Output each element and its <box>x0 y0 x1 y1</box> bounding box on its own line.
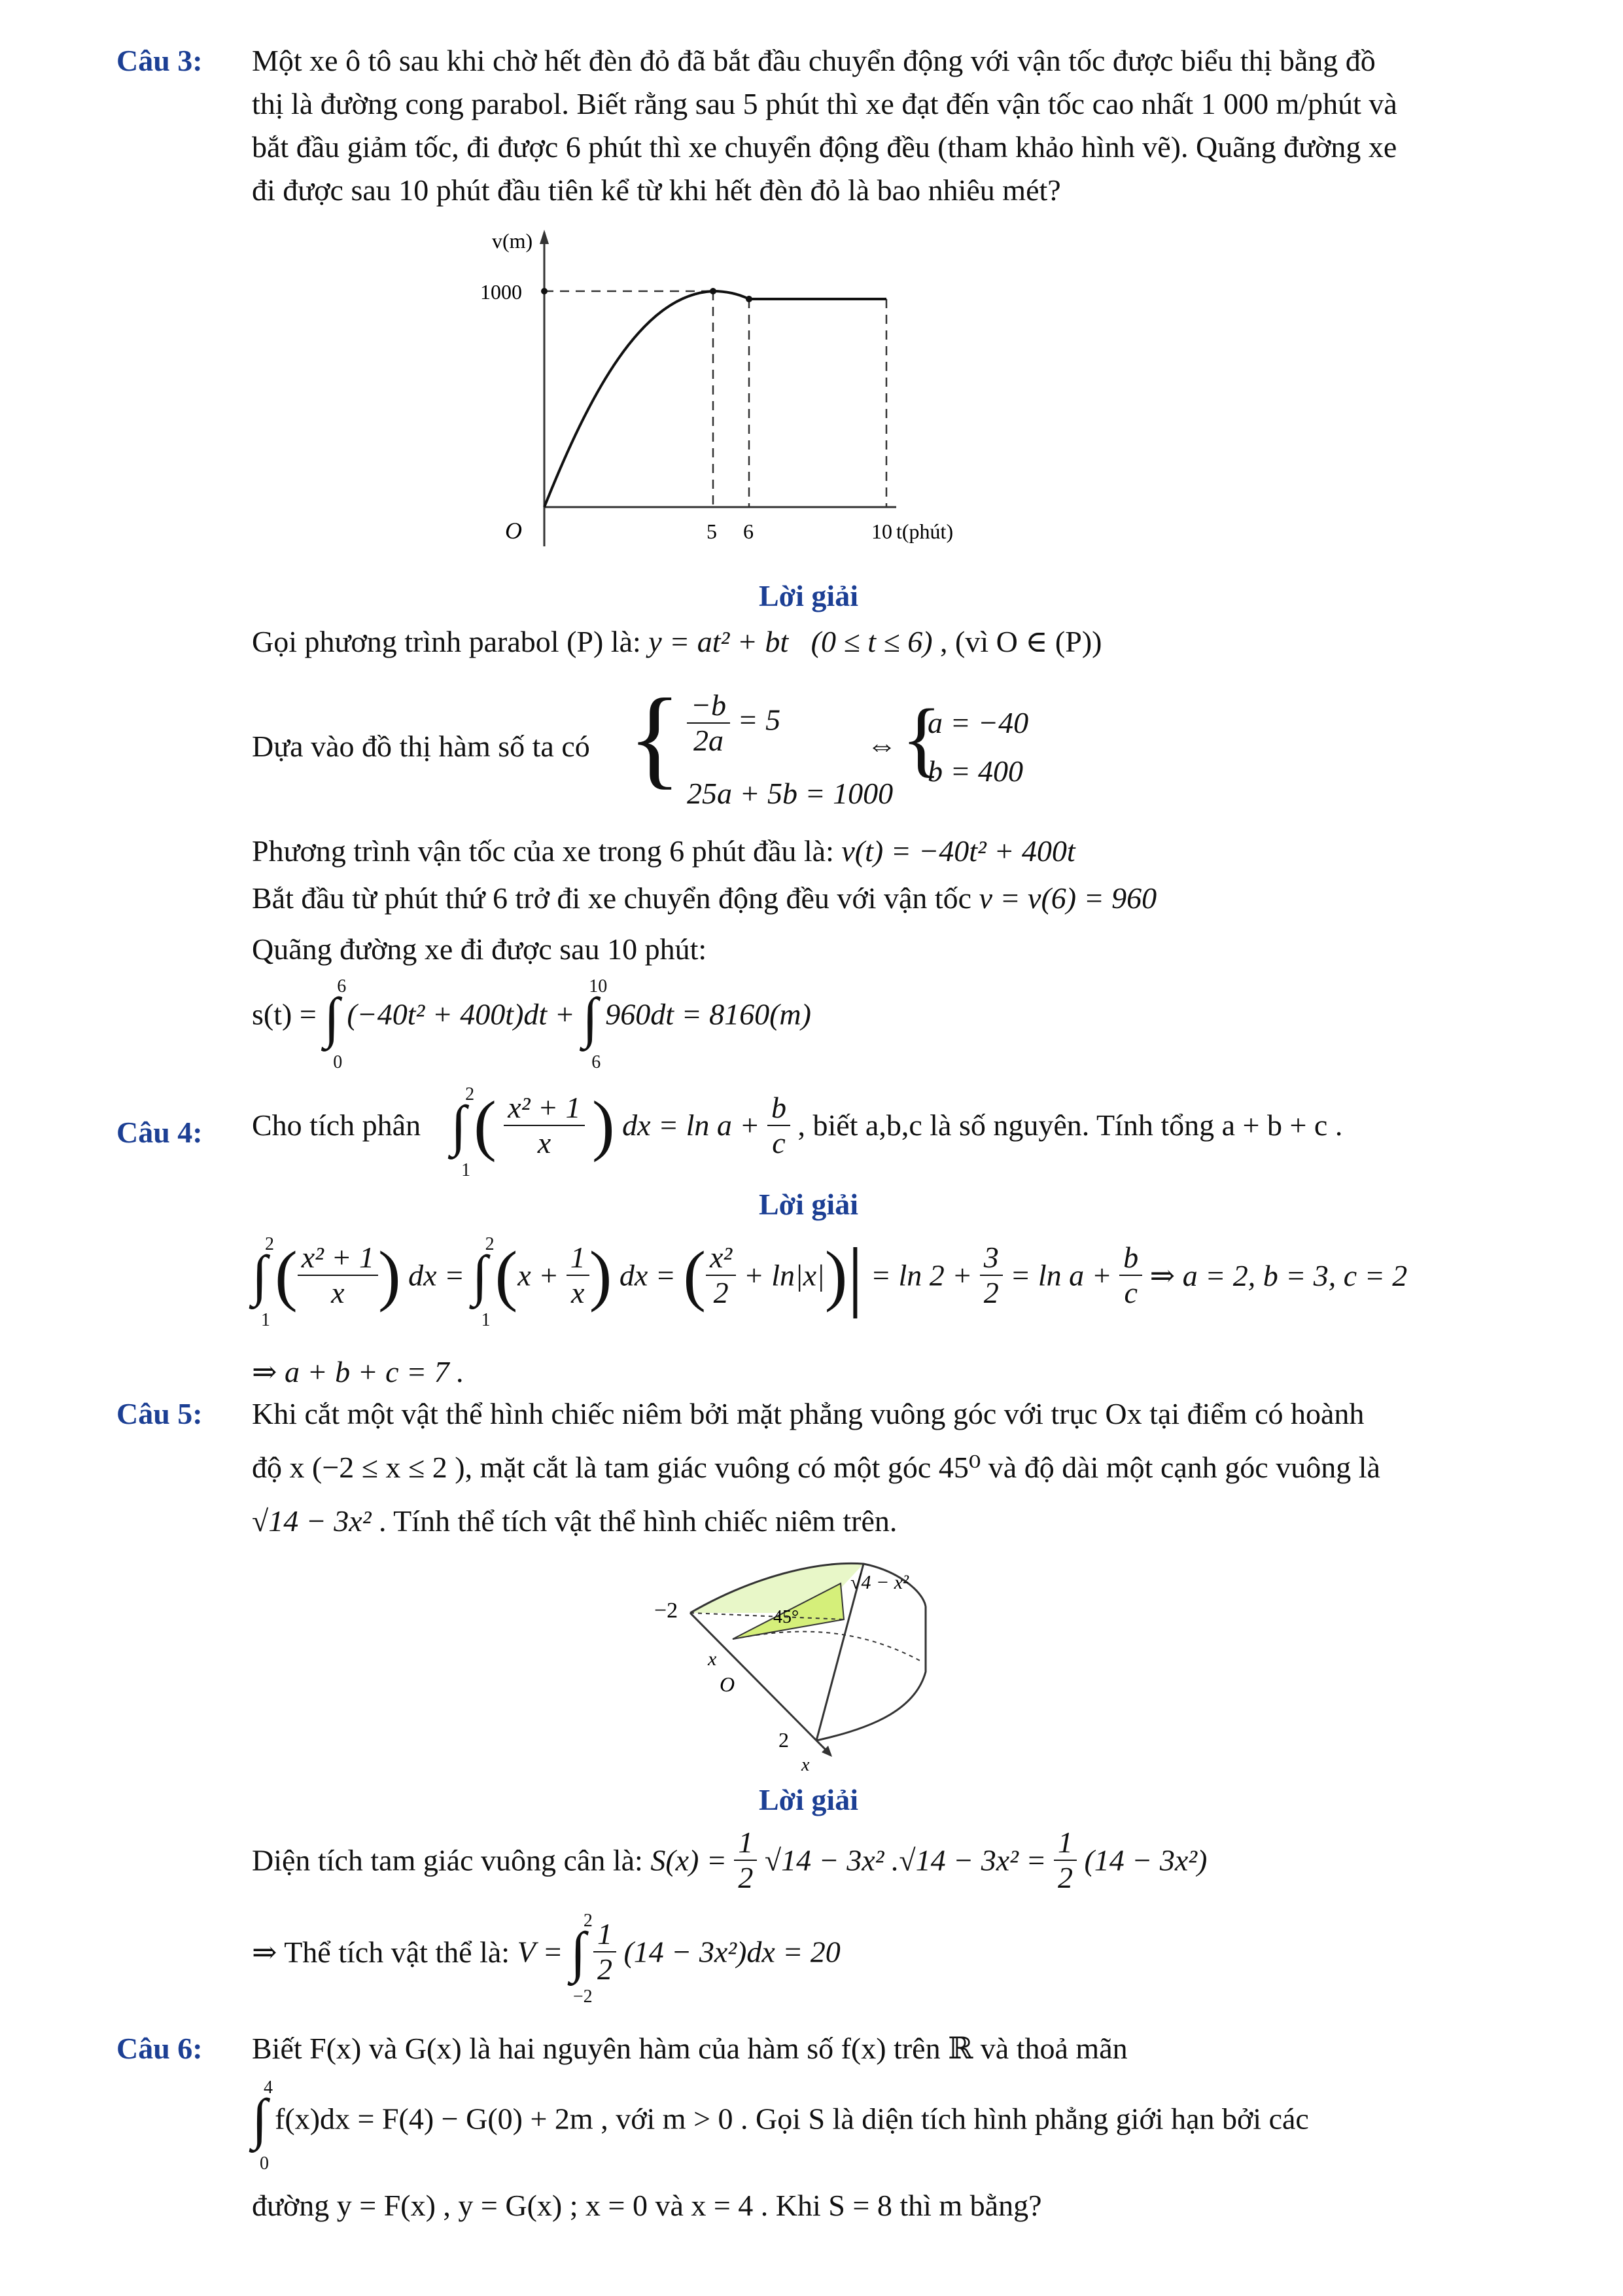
tick-6: 6 <box>743 520 754 543</box>
system-eq-1: $\frac{-b}{2a}$ = 5 <box>687 688 780 758</box>
label-x: x <box>708 1648 717 1670</box>
system-eq-2: 25a + 5b = 1000 <box>687 777 894 810</box>
question-6-line-1: Biết F(x) và G(x) là hai nguyên hàm của hàm số f(x) trên ℝ và thoả mãn <box>252 2032 1128 2065</box>
question-5-label: Câu 5: <box>116 1397 203 1430</box>
q5-solution-title: Lời giải <box>759 1783 858 1816</box>
root-label: √4 − x² <box>850 1572 909 1593</box>
tick-10: 10 <box>871 520 892 543</box>
question-3-line-1: Một xe ô tô sau khi chờ hết đèn đỏ đã bắt đầu chuyển động với vận tốc được biểu thị bằng đồ <box>252 44 1376 77</box>
hidden-arc <box>733 1632 922 1662</box>
q3-distance-integral: s(t) = 6 ∫ 0 (−40t² + 400t)dt + 10 ∫ 6 960dt = 8160(m) <box>252 976 811 1072</box>
system-brace-left: { <box>628 676 682 799</box>
question-3-line-3: bắt đầu giảm tốc, đi được 6 phút thì xe chuyển động đều (tham khảo hình vẽ). Quãng đường xe <box>252 130 1397 164</box>
q3-step-3: Phương trình vận tốc của xe trong 6 phút đầu là: v(t) = −40t² + 400t <box>252 834 1075 868</box>
question-5-line-2: độ x (−2 ≤ x ≤ 2 ), mặt cắt là tam giác vuông có một góc 45⁰ và độ dài một cạnh góc vuông là <box>252 1451 1380 1484</box>
question-3-label: Câu 3: <box>116 44 203 77</box>
question-3-line-2: thị là đường cong parabol. Biết rằng sau 5 phút thì xe đạt đến vận tốc cao nhất 1 000 m/phút và <box>252 87 1397 120</box>
q3-step-1 <box>252 622 1102 662</box>
q3-step-1-equation: y = at² + bt <box>648 625 789 658</box>
label-origin: O <box>720 1672 735 1696</box>
equivalence-symbol: ⇔ <box>867 728 897 762</box>
label-2: 2 <box>778 1728 789 1752</box>
q3-step-5: Quãng đường xe đi được sau 10 phút: <box>252 932 707 966</box>
question-6-line-3: đường y = F(x) , y = G(x) ; x = 0 và x = 4 . Khi S = 8 thì m bằng? <box>252 2189 1042 2222</box>
y-axis-arrow-icon <box>540 230 549 244</box>
question-3-line-4: đi được sau 10 phút đầu tiên kể từ khi hết đèn đỏ là bao nhiêu mét? <box>252 173 1061 207</box>
q3-step-1-note: , (vì O ∈ (P)) <box>940 625 1102 658</box>
parabola-curve <box>544 291 749 507</box>
question-6-line-2: 4 ∫ 0 f(x)dx = F(4) − G(0) + 2m , với m > 0 . Gọi S là diện tích hình phẳng giới hạn bởi các <box>252 2077 1309 2174</box>
q3-step-2-text: Dựa vào đồ thị hàm số ta có <box>252 730 590 763</box>
q5-solution-line-1: Diện tích tam giác vuông cân là: S(x) = $\frac{1}{2}$ √14 − 3x² .√14 − 3x² = $\frac{1}{2}$ (14 − 3x²) <box>252 1826 1208 1894</box>
origin-label: O <box>505 518 522 544</box>
question-4-text: Cho tích phân 2 ∫ 1 ( $\frac{\text{x² + 1}}{x}$ ) dx = ln a + $\frac{b}{c}$ , biết a,b,c là số nguyên. Tính tổng a + b + c . <box>252 1084 1343 1180</box>
q3-step-4: Bắt đầu từ phút thứ 6 trở đi xe chuyển động đều với vận tốc v = v(6) = 960 <box>252 881 1157 915</box>
q3-step-1-text: Gọi phương trình parabol (P) là: <box>252 625 649 658</box>
root-expression: √14 − 3x² <box>252 1504 372 1538</box>
q3-solution-title: Lời giải <box>759 579 858 612</box>
q4-solution-line-2: ⇒ a + b + c = 7 . <box>252 1355 464 1388</box>
y-axis-label: v(m) <box>492 229 533 253</box>
question-4-label: Câu 4: <box>116 1116 203 1149</box>
solution-b: b = 400 <box>928 754 1024 788</box>
question-5-line-3: √14 − 3x² . Tính thể tích vật thể hình chiếc niêm trên. <box>252 1504 898 1538</box>
point-peak <box>710 288 716 294</box>
angle-label: 45° <box>773 1607 799 1627</box>
system-brace-right: { <box>901 692 942 785</box>
velocity-graph <box>471 226 1007 566</box>
point-1000 <box>541 288 548 294</box>
tick-1000: 1000 <box>480 280 522 304</box>
tick-5: 5 <box>707 520 717 543</box>
label-x-axis: x <box>801 1755 810 1773</box>
question-6-label: Câu 6: <box>116 2032 203 2065</box>
point-6 <box>746 296 752 302</box>
x-axis-label: t(phút) <box>896 520 954 543</box>
q5-solution-line-2: ⇒ Thể tích vật thể là: V = 2 ∫ −2 $\frac{1}{2}$ (14 − 3x²)dx = 20 <box>252 1911 841 2007</box>
question-5-line-1: Khi cắt một vật thể hình chiếc niêm bởi mặt phẳng vuông góc với trục Ox tại điểm có hoành <box>252 1397 1365 1430</box>
wedge-figure <box>654 1551 955 1773</box>
q4-solution-line-1: 2 ∫ 1 ( $\frac{\text{x² + 1}}{x}$ ) dx = 2 ∫ 1 (x + $\frac{1}{x}$ ) dx = ( $\frac{\text{x²}}{2}$ + ln|x|)| = ln 2 + $\frac{3}{2}$ = ln a + $\frac{b}{c}$ ⇒ a = 2, b = 3, c = 2 <box>252 1231 1408 1330</box>
outer-arc <box>816 1606 926 1740</box>
solution-a: a = −40 <box>928 706 1029 739</box>
q4-solution-title: Lời giải <box>759 1188 858 1221</box>
label-minus-2: −2 <box>654 1598 678 1623</box>
q3-step-1-condition: (0 ≤ t ≤ 6) <box>811 625 933 658</box>
